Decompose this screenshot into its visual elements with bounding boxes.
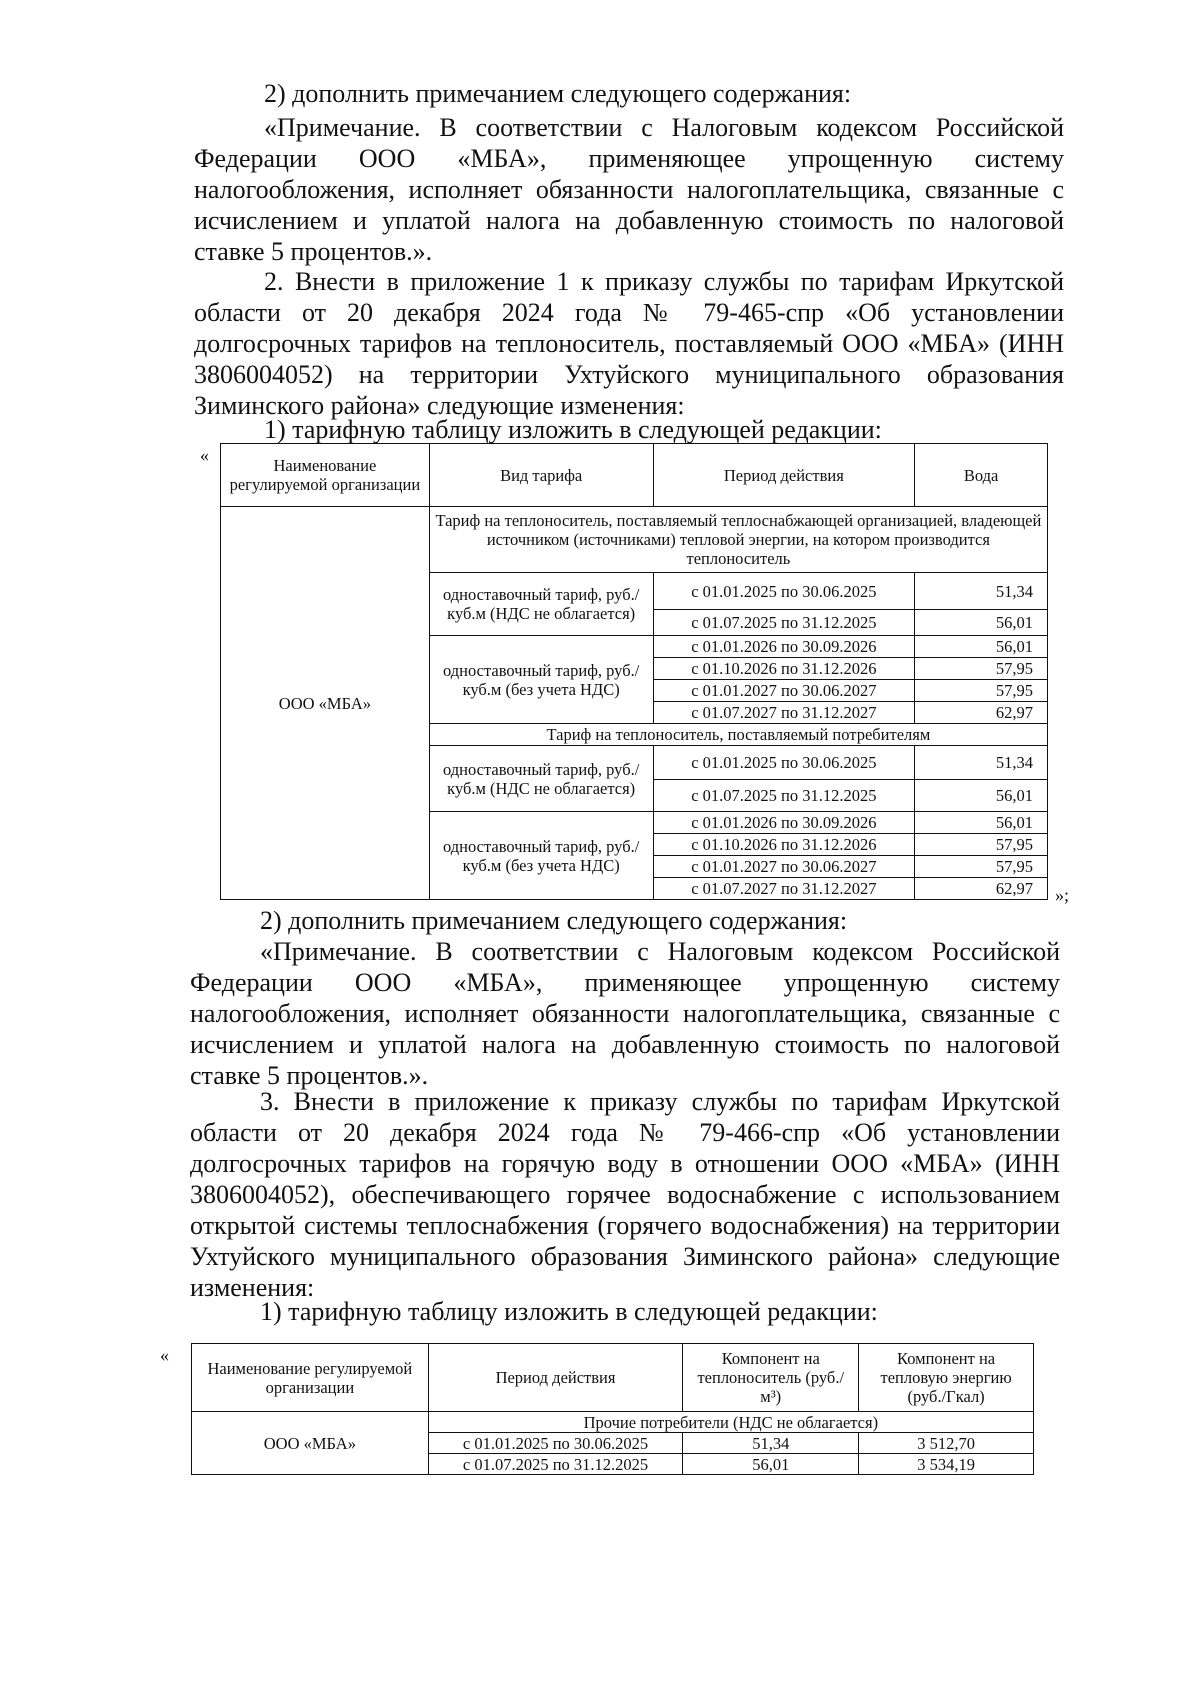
period: с 01.01.2025 по 30.06.2025 xyxy=(428,1433,683,1454)
section3-intro: 3. Внести в приложение к приказу службы по тарифам Иркутской области от 20 декабря 2024 года № 79-466-спр «Об установлении долгосрочных тарифов на горячую воду в отношении ООО «МБА» (ИНН 3806004052), обеспечивающего горячее водоснабжение с использованием открытой системы теплоснабжения (горячего водоснабжения) на территории Ухтуйского муниципального образования Зиминского района» следующие изменения: xyxy=(190,1087,1060,1302)
section2-intro: 2. Внести в приложение 1 к приказу службы по тарифам Иркутской области от 20 декабря 2024 года № 79-465-спр «Об установлении долгосрочных тарифов на теплоноситель, поставляемый ООО «МБА» (ИНН 3806004052) на территории Ухтуйского муниципального образования Зиминского района» следующие изменения: xyxy=(194,267,1064,420)
close-quote: »; xyxy=(1055,885,1070,905)
tariff-excl-vat: одноставочный тариф, руб./куб.м (без учета НДС) xyxy=(429,636,653,724)
tariff-excl-vat: одноставочный тариф, руб./куб.м (без учета НДС) xyxy=(429,812,653,900)
group-title: Прочие потребители (НДС не облагается) xyxy=(428,1412,1033,1433)
period: с 01.07.2025 по 31.12.2025 xyxy=(653,610,915,636)
open-quote: « xyxy=(200,445,209,465)
header-org: Наименование регулируемой организации xyxy=(192,1344,429,1412)
period: с 01.10.2026 по 31.12.2026 xyxy=(653,658,915,680)
value: 56,01 xyxy=(915,780,1048,812)
period: с 01.01.2027 по 30.06.2027 xyxy=(653,680,915,702)
period: с 01.07.2025 по 31.12.2025 xyxy=(428,1454,683,1475)
header-org: Наименование регулируемой организации xyxy=(221,444,430,507)
value: 57,95 xyxy=(915,680,1048,702)
period: с 01.01.2026 по 30.09.2026 xyxy=(653,636,915,658)
carrier-value: 56,01 xyxy=(683,1454,859,1475)
value: 57,95 xyxy=(915,834,1048,856)
period: с 01.07.2027 по 31.12.2027 xyxy=(653,702,915,724)
org-cell: ООО «МБА» xyxy=(192,1412,429,1475)
open-quote: « xyxy=(160,1345,169,1365)
section2-item1: 1) тарифную таблицу изложить в следующей редакции: xyxy=(264,415,882,444)
tariff-no-vat: одноставочный тариф, руб./куб.м (НДС не облагается) xyxy=(429,573,653,636)
header-energy: Компонент на тепловую энергию (руб./Гкал) xyxy=(859,1344,1034,1412)
org-cell: ООО «МБА» xyxy=(221,507,430,900)
value: 57,95 xyxy=(915,658,1048,680)
energy-value: 3 534,19 xyxy=(859,1454,1034,1475)
period: с 01.07.2025 по 31.12.2025 xyxy=(653,780,915,812)
value: 56,01 xyxy=(915,636,1048,658)
period: с 01.01.2026 по 30.09.2026 xyxy=(653,812,915,834)
period: с 01.01.2027 по 30.06.2027 xyxy=(653,856,915,878)
value: 51,34 xyxy=(915,746,1048,780)
header-water: Вода xyxy=(915,444,1048,507)
carrier-value: 51,34 xyxy=(683,1433,859,1454)
value: 51,34 xyxy=(915,573,1048,610)
section2-item2: 2) дополнить примечанием следующего содержания: xyxy=(260,906,848,935)
value: 62,97 xyxy=(915,878,1048,900)
section2-note: «Примечание. В соответствии с Налоговым кодексом Российской Федерации ООО «МБА», применяющее упрощенную систему налогообложения, исполняет обязанности налогоплательщика, связанные с исчислением и уплатой налога на добавленную стоимость по налоговой ставке 5 процентов.». xyxy=(190,937,1060,1090)
period: с 01.10.2026 по 31.12.2026 xyxy=(653,834,915,856)
tariff-table-2 xyxy=(191,1343,1034,1475)
tariff-no-vat: одноставочный тариф, руб./куб.м (НДС не облагается) xyxy=(429,746,653,812)
value: 62,97 xyxy=(915,702,1048,724)
value: 56,01 xyxy=(915,610,1048,636)
header-tariff-type: Вид тарифа xyxy=(429,444,653,507)
energy-value: 3 512,70 xyxy=(859,1433,1034,1454)
section3-item1: 1) тарифную таблицу изложить в следующей редакции: xyxy=(260,1297,878,1326)
period: с 01.07.2027 по 31.12.2027 xyxy=(653,878,915,900)
group2-title: Тариф на теплоноситель, поставляемый потребителям xyxy=(429,724,1047,746)
section1-note: «Примечание. В соответствии с Налоговым кодексом Российской Федерации ООО «МБА», применяющее упрощенную систему налогообложения, исполняет обязанности налогоплательщика, связанные с исчислением и уплатой налога на добавленную стоимость по налоговой ставке 5 процентов.». xyxy=(194,113,1064,266)
period: с 01.01.2025 по 30.06.2025 xyxy=(653,573,915,610)
value: 56,01 xyxy=(915,812,1048,834)
header-period: Период действия xyxy=(428,1344,683,1412)
header-carrier: Компонент на теплоноситель (руб./м³) xyxy=(683,1344,859,1412)
group1-title: Тариф на теплоноситель, поставляемый теплоснабжающей организацией, владеющей источником (источниками) тепловой энергии, на котором производится теплоноситель xyxy=(429,507,1047,573)
period: с 01.01.2025 по 30.06.2025 xyxy=(653,746,915,780)
header-period: Период действия xyxy=(653,444,915,507)
value: 57,95 xyxy=(915,856,1048,878)
tariff-table-1 xyxy=(220,443,1048,900)
section1-item2: 2) дополнить примечанием следующего содержания: xyxy=(264,79,852,108)
